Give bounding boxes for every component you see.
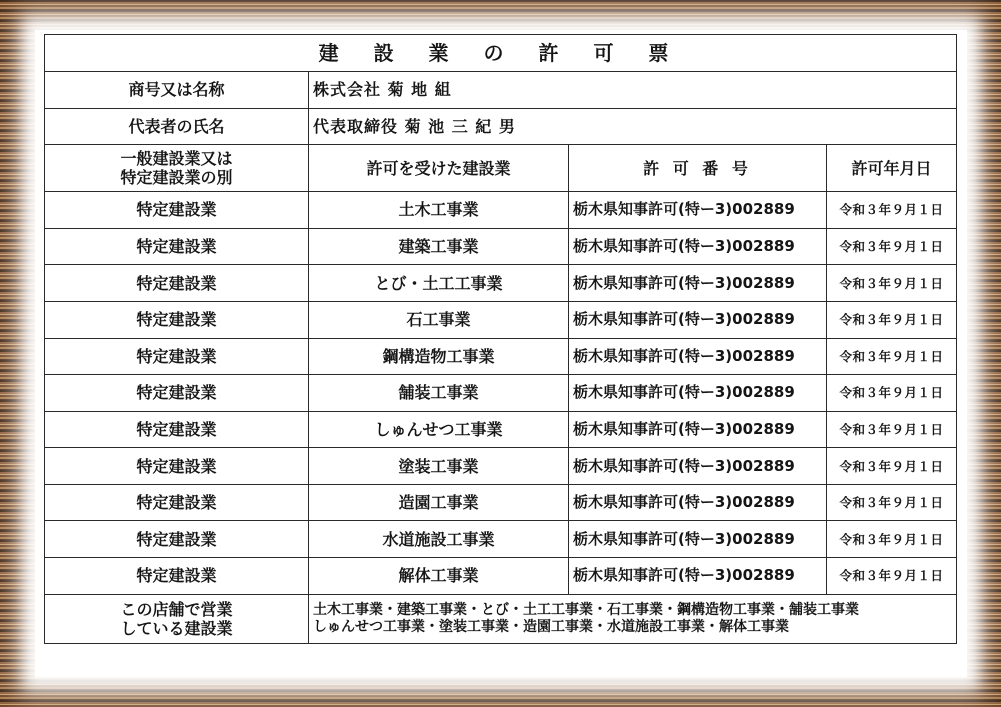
- licensed-business: 解体工事業: [309, 557, 569, 594]
- permit-number-header: 許 可 番 号: [569, 144, 827, 191]
- permit-date: 令和３年９月１日: [827, 228, 957, 265]
- permit-number: 栃木県知事許可(特ー3)002889: [569, 557, 827, 594]
- page-title: 建 設 業 の 許 可 票: [45, 35, 957, 72]
- permit-row: [45, 411, 957, 448]
- permit-date: 令和３年９月１日: [827, 521, 957, 558]
- permit-row: [45, 265, 957, 302]
- title-row: [45, 35, 957, 72]
- permit-date: 令和３年９月１日: [827, 484, 957, 521]
- permit-date: 令和３年９月１日: [827, 265, 957, 302]
- store-business-label-line2: している建設業: [120, 618, 233, 638]
- licensed-business: とび・土工工事業: [309, 265, 569, 302]
- footer-row: [45, 594, 957, 643]
- company-label: 商号又は名称: [45, 72, 309, 108]
- permit-row: [45, 557, 957, 594]
- licensed-business: 建築工事業: [309, 228, 569, 265]
- permit-number: 栃木県知事許可(特ー3)002889: [569, 521, 827, 558]
- permit-category: 特定建設業: [45, 521, 309, 558]
- permit-category: 特定建設業: [45, 338, 309, 375]
- permit-date: 令和３年９月１日: [827, 557, 957, 594]
- business-header: 許可を受けた建設業: [309, 144, 569, 191]
- store-business-list-line2: しゅんせつ工事業・塗装工事業・造園工事業・水道施設工事業・解体工事業: [313, 618, 789, 635]
- company-name: 株式会社 菊 地 組: [309, 72, 957, 108]
- permit-number: 栃木県知事許可(特ー3)002889: [569, 484, 827, 521]
- permit-date: 令和３年９月１日: [827, 411, 957, 448]
- licensed-business: 造園工事業: [309, 484, 569, 521]
- permit-table: [44, 34, 957, 644]
- permit-number: 栃木県知事許可(特ー3)002889: [569, 192, 827, 229]
- permit-number: 栃木県知事許可(特ー3)002889: [569, 375, 827, 412]
- permit-number: 栃木県知事許可(特ー3)002889: [569, 265, 827, 302]
- permit-category: 特定建設業: [45, 301, 309, 338]
- permit-category: 特定建設業: [45, 228, 309, 265]
- licensed-business: 水道施設工事業: [309, 521, 569, 558]
- permit-date: 令和３年９月１日: [827, 301, 957, 338]
- store-business-list-line1: 土木工事業・建築工事業・とび・土工工事業・石工事業・鋼構造物工事業・舗装工事業: [313, 601, 859, 618]
- permit-category: 特定建設業: [45, 265, 309, 302]
- permit-row: [45, 338, 957, 375]
- permit-number: 栃木県知事許可(特ー3)002889: [569, 338, 827, 375]
- permit-date-header: 許可年月日: [827, 144, 957, 191]
- permit-row: [45, 484, 957, 521]
- representative-row: [45, 108, 957, 144]
- permit-number: 栃木県知事許可(特ー3)002889: [569, 228, 827, 265]
- permit-row: [45, 228, 957, 265]
- company-row: [45, 72, 957, 108]
- permit-category: 特定建設業: [45, 448, 309, 485]
- permit-number: 栃木県知事許可(特ー3)002889: [569, 411, 827, 448]
- permit-category: 特定建設業: [45, 411, 309, 448]
- category-header-line2: 特定建設業の別: [120, 168, 233, 188]
- permit-date: 令和３年９月１日: [827, 338, 957, 375]
- permit-board: [35, 30, 967, 677]
- permit-row: [45, 301, 957, 338]
- permit-row: [45, 448, 957, 485]
- permit-category: 特定建設業: [45, 557, 309, 594]
- category-header: [45, 144, 309, 191]
- representative-name: 代表取締役 菊 池 三 紀 男: [309, 108, 957, 144]
- permit-number: 栃木県知事許可(特ー3)002889: [569, 448, 827, 485]
- licensed-business: 石工事業: [309, 301, 569, 338]
- header-row: [45, 144, 957, 191]
- licensed-business: 塗装工事業: [309, 448, 569, 485]
- permit-category: 特定建設業: [45, 375, 309, 412]
- permit-row: [45, 192, 957, 229]
- licensed-business: 舗装工事業: [309, 375, 569, 412]
- licensed-business: 土木工事業: [309, 192, 569, 229]
- permit-row: [45, 521, 957, 558]
- store-business-list: [309, 594, 957, 643]
- permit-category: 特定建設業: [45, 192, 309, 229]
- permit-row: [45, 375, 957, 412]
- permit-date: 令和３年９月１日: [827, 448, 957, 485]
- licensed-business: しゅんせつ工事業: [309, 411, 569, 448]
- permit-date: 令和３年９月１日: [827, 375, 957, 412]
- category-header-line1: 一般建設業又は: [120, 149, 233, 169]
- permit-date: 令和３年９月１日: [827, 192, 957, 229]
- store-business-label: [45, 594, 309, 643]
- permit-category: 特定建設業: [45, 484, 309, 521]
- licensed-business: 鋼構造物工事業: [309, 338, 569, 375]
- representative-label: 代表者の氏名: [45, 108, 309, 144]
- store-business-label-line1: この店舗で営業: [120, 599, 233, 619]
- permit-number: 栃木県知事許可(特ー3)002889: [569, 301, 827, 338]
